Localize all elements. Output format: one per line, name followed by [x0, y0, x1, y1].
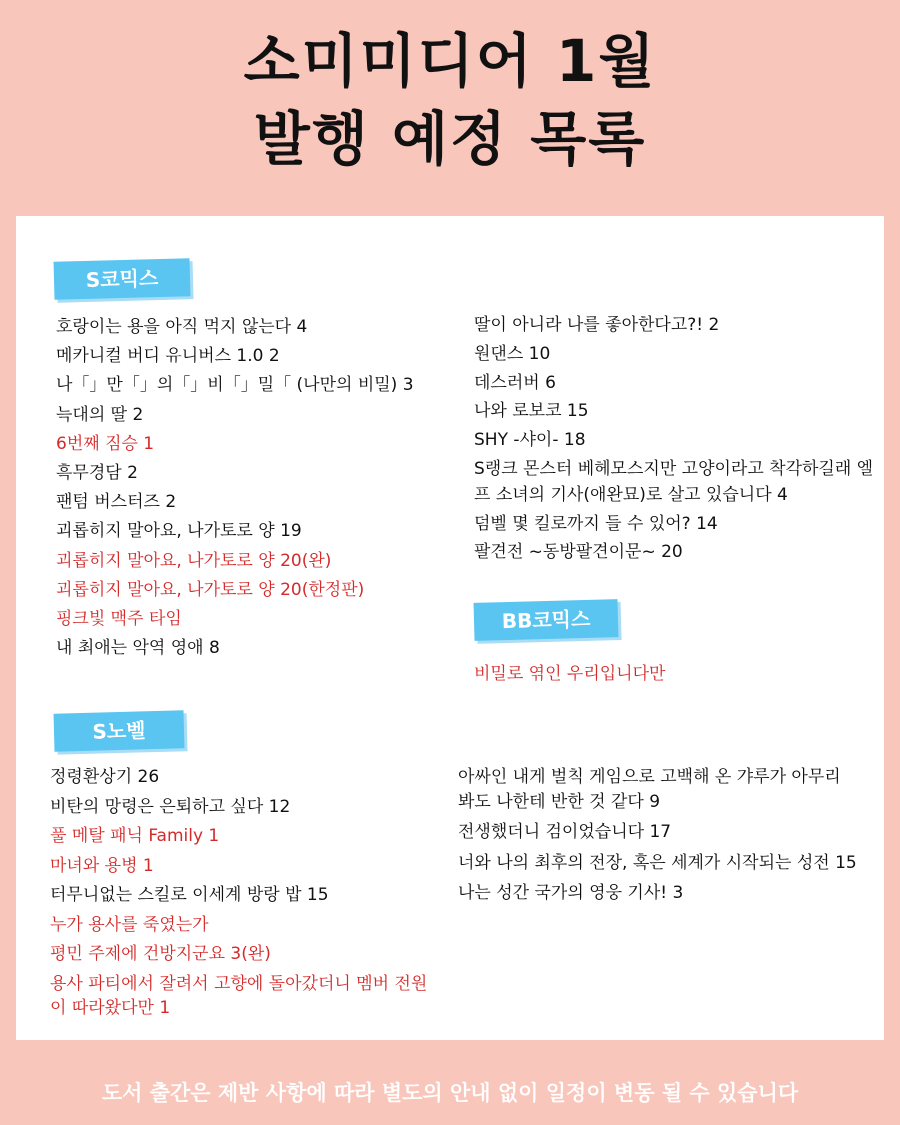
book-item: 괴롭히지 말아요, 나가토로 양 20(한정판): [56, 579, 365, 600]
book-item: 덤벨 몇 킬로까지 들 수 있어? 14: [474, 513, 718, 534]
s-comics-right-list: [474, 313, 884, 569]
book-item: 비밀로 엮인 우리입니다만: [474, 664, 666, 684]
content-panel: [16, 216, 884, 1040]
book-item: 괴롭히지 말아요, 나가토로 양 19: [56, 521, 302, 542]
book-item: 메카니컬 버디 유니버스 1.0 2: [56, 346, 280, 367]
book-item: 내 최애는 악역 영애 8: [56, 638, 220, 659]
s-novel-right-list: [458, 765, 858, 912]
section-label-s-comics: S코믹스: [54, 258, 191, 300]
page-title: [0, 22, 900, 178]
book-item: 팔견전 ~동방팔견이문~ 20: [474, 542, 683, 563]
book-item: 나는 성간 국가의 영웅 기사! 3: [458, 883, 684, 903]
s-novel-left-list: [50, 765, 430, 1026]
section-label-bb-comics: BB코믹스: [474, 599, 619, 641]
book-item: 누가 용사를 죽였는가: [50, 914, 209, 935]
book-item: 딸이 아니라 나를 좋아한다고?! 2: [474, 315, 720, 335]
footer-notice: 도서 출간은 제반 사항에 따라 별도의 안내 없이 일정이 변동 될 수 있습니다: [101, 1081, 799, 1105]
book-item: 팬텀 버스터즈 2: [56, 492, 177, 513]
book-item: 흑무경담 2: [56, 463, 138, 484]
book-item: 마녀와 용병 1: [50, 855, 154, 876]
book-item: 6번째 짐승 1: [56, 433, 155, 454]
s-comics-left-list: [56, 313, 466, 663]
book-item: 정령환상기 26: [50, 767, 160, 787]
book-item: 늑대의 딸 2: [56, 404, 144, 425]
book-item: 평민 주제에 건방지군요 3(완): [50, 944, 271, 964]
bb-comics-list: [474, 660, 884, 688]
book-item: 전생했더니 검이었습니다 17: [458, 822, 672, 842]
book-item: 나「」만「」의「」비「」밀「 (나만의 비밀) 3: [56, 375, 414, 396]
book-item: 호랑이는 용을 아직 먹지 않는다 4: [56, 317, 308, 337]
book-item: 괴롭히지 말아요, 나가토로 양 20(완): [56, 550, 332, 571]
section-label-s-novel: S노벨: [54, 710, 185, 751]
book-item: S랭크 몬스터 베헤모스지만 고양이라고 착각하길래 엘프 소녀의 기사(애완묘)로 살고 있습니다 4: [474, 458, 874, 505]
book-item: 데스러버 6: [474, 372, 556, 393]
book-item: 아싸인 내게 벌칙 게임으로 고백해 온 갸루가 아무리 봐도 나한테 반한 것 같다 9: [458, 767, 841, 812]
page-title-line2: 발행 예정 목록: [253, 105, 647, 173]
book-item: 원댄스 10: [474, 343, 551, 364]
book-item: 용사 파티에서 잘려서 고향에 돌아갔더니 멤버 전원이 따라왔다만 1: [50, 973, 428, 1018]
book-item: 비탄의 망령은 은퇴하고 싶다 12: [50, 796, 291, 817]
book-item: SHY -샤이- 18: [474, 430, 586, 451]
book-item: 풀 메탈 패닉 Family 1: [50, 826, 220, 846]
book-item: 핑크빛 맥주 타임: [56, 609, 182, 630]
book-item: 너와 나의 최후의 전장, 혹은 세계가 시작되는 성전 15: [458, 852, 857, 873]
book-item: 나와 로보코 15: [474, 401, 589, 422]
book-item: 터무니없는 스킬로 이세계 방랑 밥 15: [50, 885, 329, 905]
page-title-line1: 소미미디어 1월: [243, 27, 657, 95]
